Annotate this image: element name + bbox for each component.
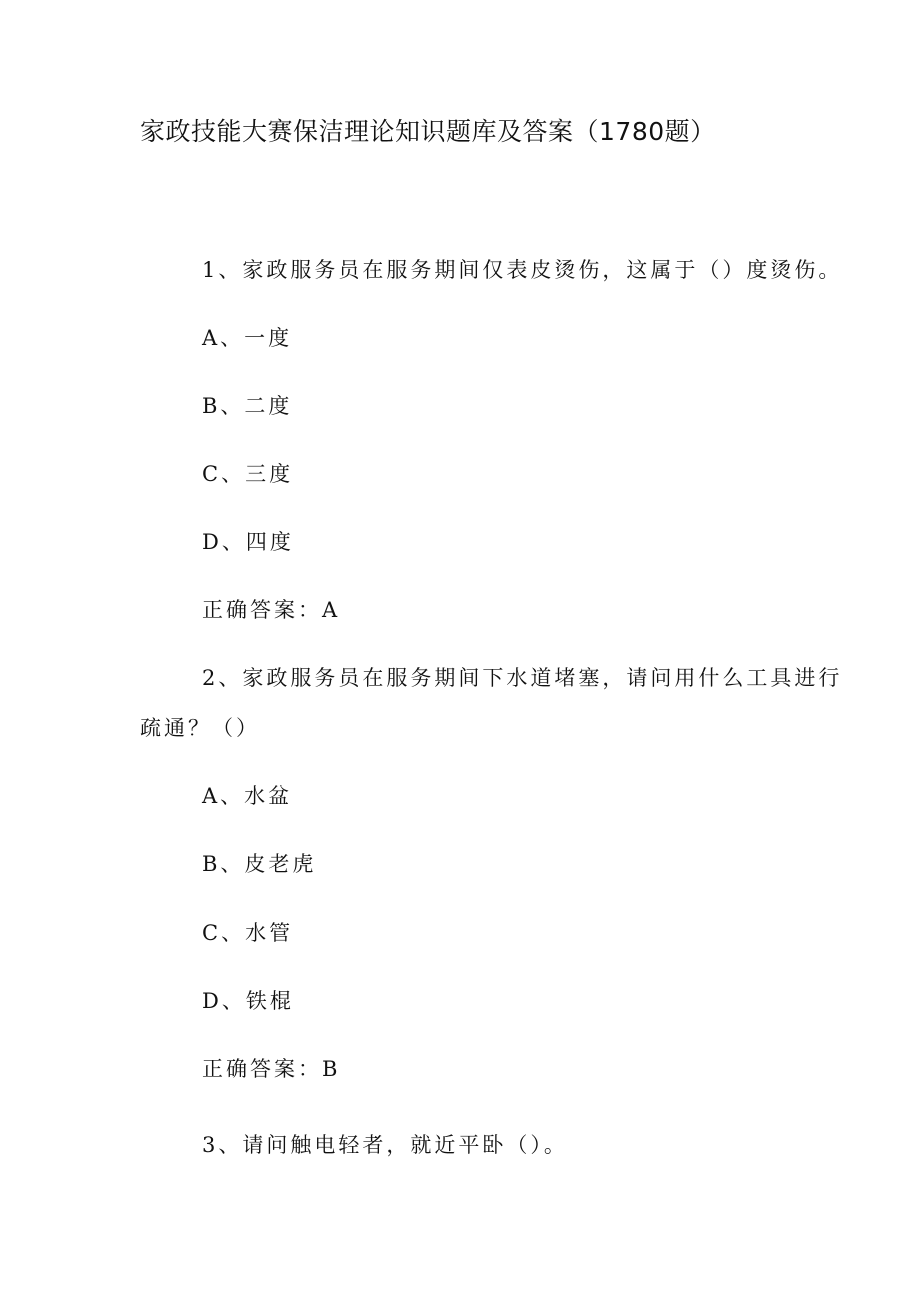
- question-2-option-a: A、水盆: [202, 784, 293, 808]
- question-3-stem: 3、请问触电轻者，就近平卧（）。: [202, 1133, 568, 1157]
- question-1-stem: 1、家政服务员在服务期间仅表皮烫伤，这属于（）度烫伤。: [202, 258, 843, 282]
- question-2-stem-line2: 疏通？（）: [140, 716, 260, 740]
- question-1-option-a: A、一度: [202, 326, 293, 350]
- question-1-answer: 正确答案：A: [202, 598, 341, 622]
- question-2-option-c: C、水管: [202, 921, 294, 945]
- question-1-option-b: B、二度: [202, 394, 293, 418]
- document-title: 家政技能大赛保洁理论知识题库及答案（1780题）: [140, 117, 716, 146]
- question-1-option-c: C、三度: [202, 462, 294, 486]
- question-2-stem-line1: 2、家政服务员在服务期间下水道堵塞，请问用什么工具进行: [202, 666, 843, 690]
- question-2-option-d: D、铁棍: [202, 989, 294, 1013]
- question-1-option-d: D、四度: [202, 530, 294, 554]
- question-2-answer: 正确答案：B: [202, 1057, 341, 1081]
- question-2-option-b: B、皮老虎: [202, 852, 317, 876]
